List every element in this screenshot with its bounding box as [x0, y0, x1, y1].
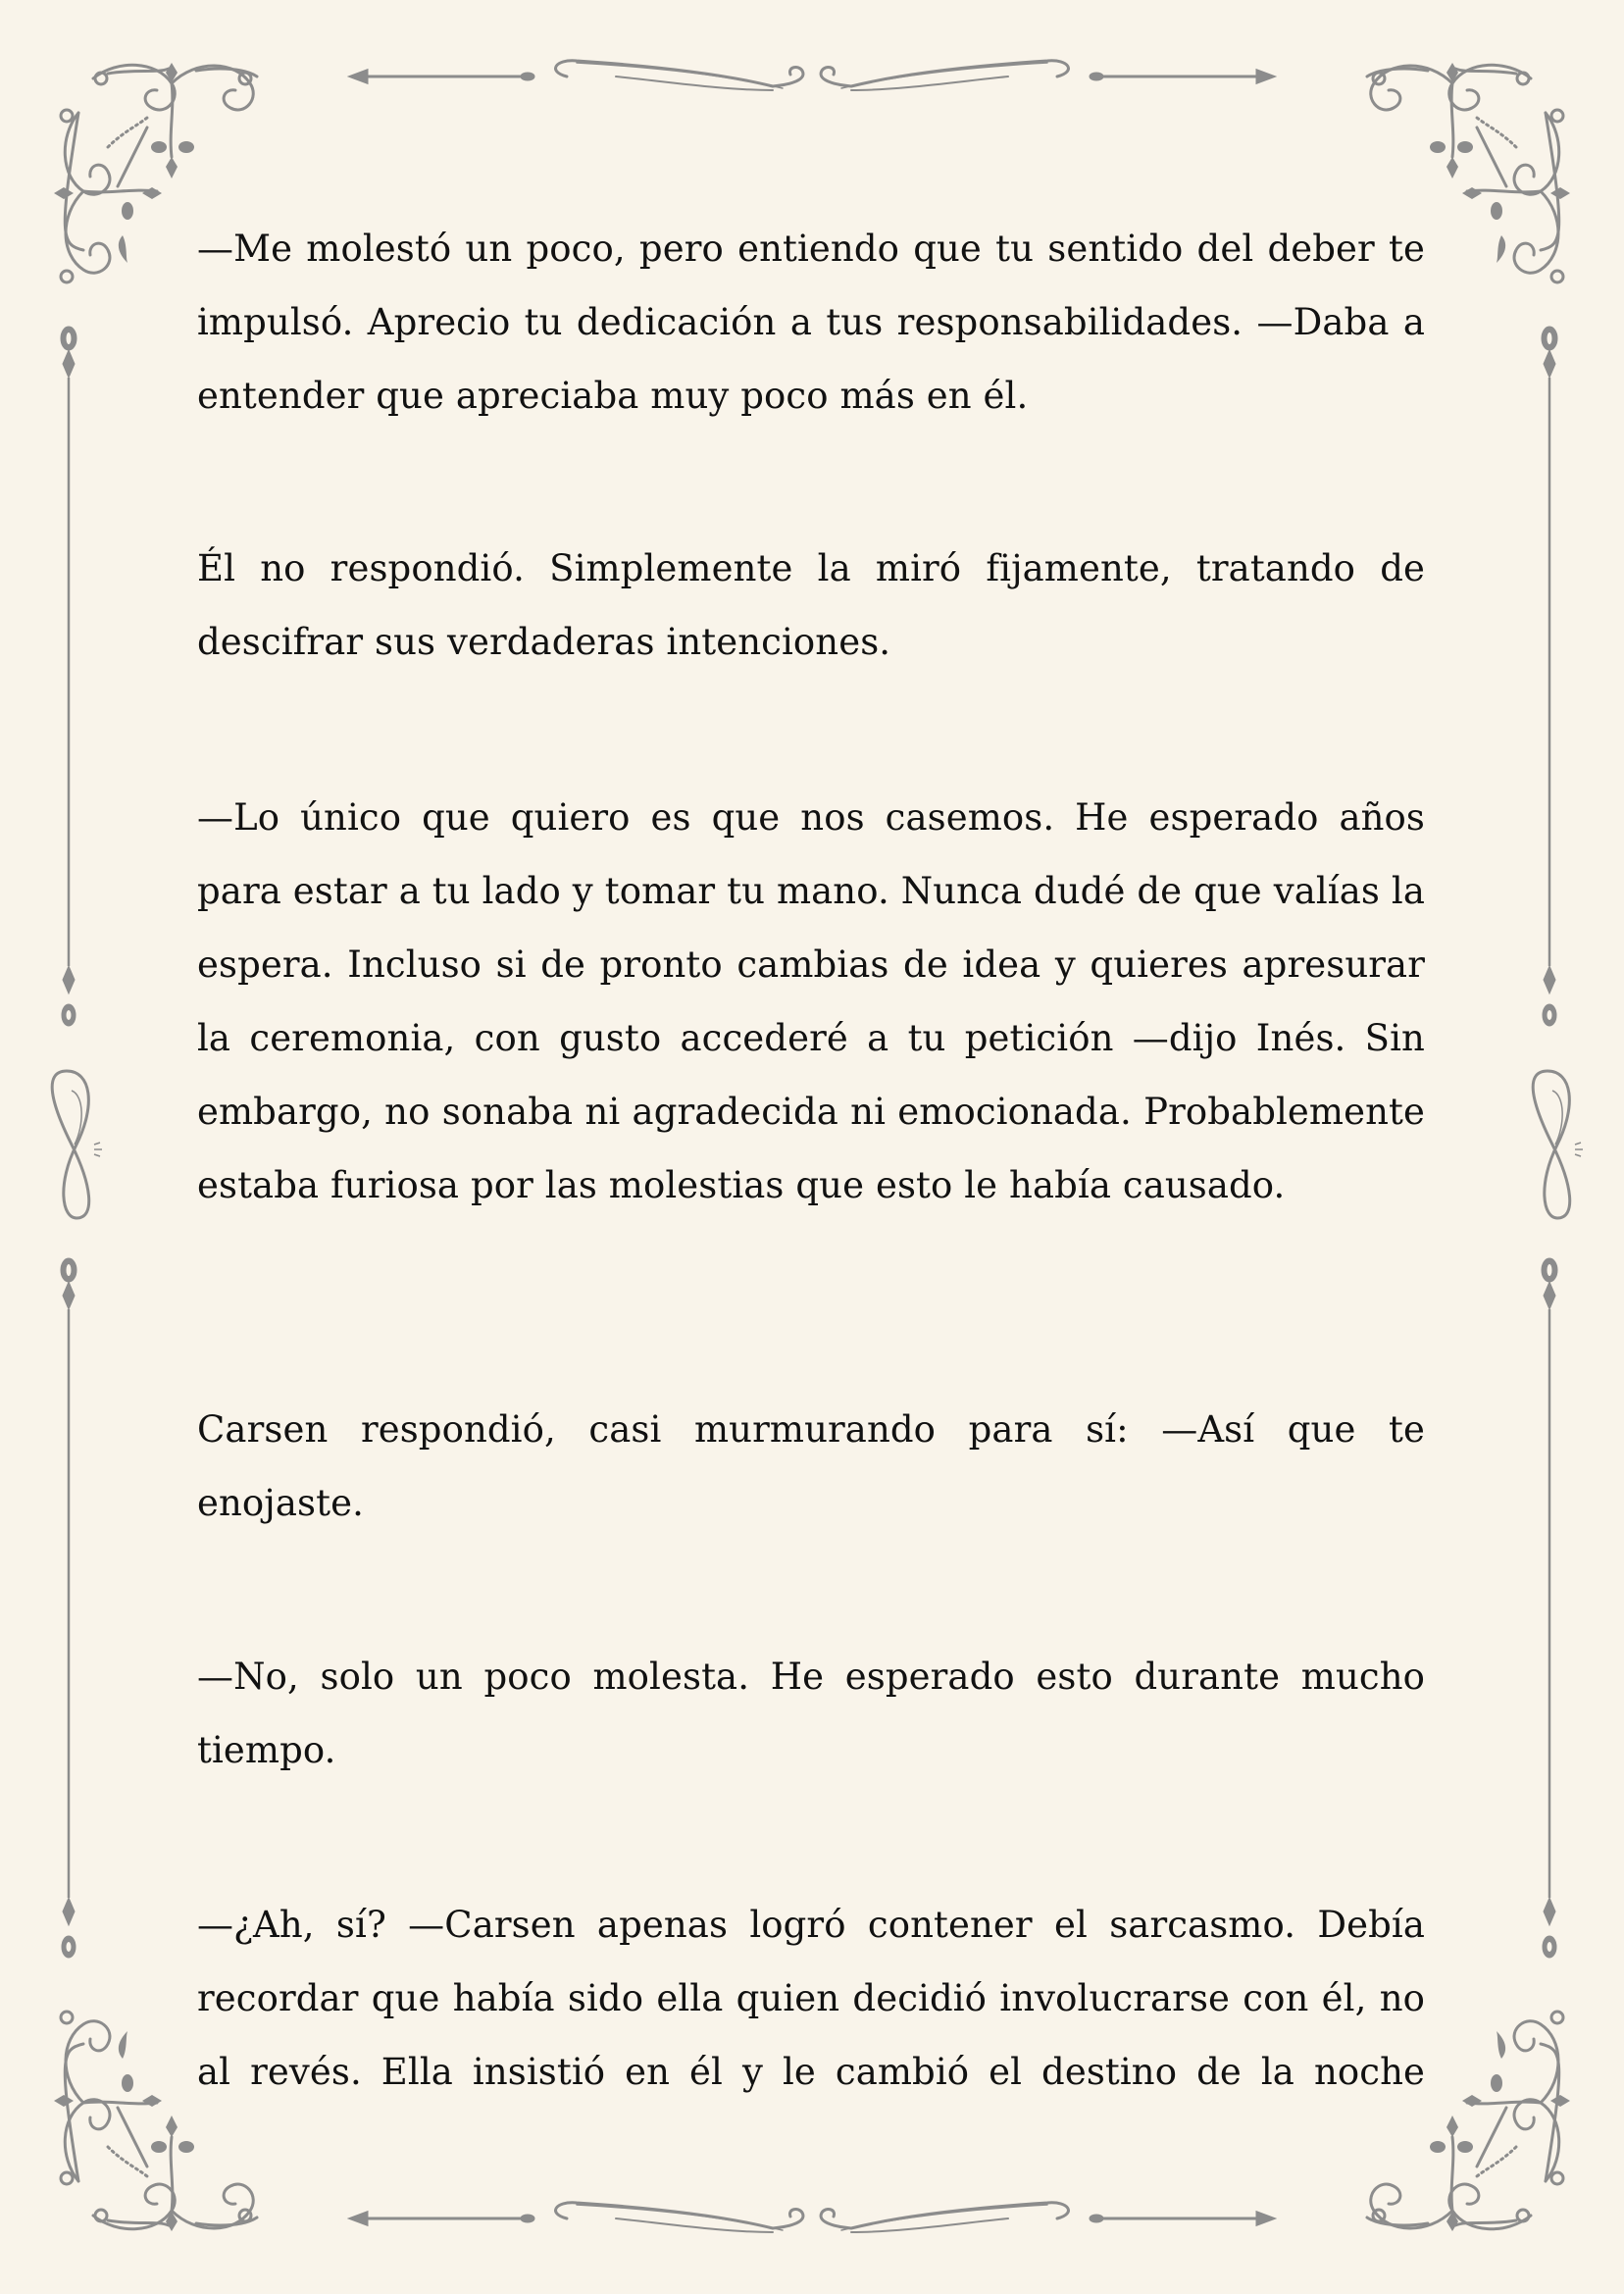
left-rail-top-icon [61, 327, 76, 1026]
paragraph-5: —No, solo un poco molesta. He esperado esto durante mucho tiempo. [197, 1656, 1425, 1771]
right-infinity-knot-icon [1533, 1071, 1583, 1218]
paragraph-1: —Me molestó un poco, pero entiendo que tu sentido del deber te impulsó. Aprecio tu dedicación a tus responsabilidades. —Daba a entender que apreciaba muy poco más en él. [197, 228, 1425, 417]
paragraph-6: —¿Ah, sí? —Carsen apenas logró contener el sarcasmo. Debía recordar que había sido ella quien decidió involucrarse con él, no al revés. Ella insistió en él y le cambió el destino de la noche [197, 1904, 1425, 2093]
bottom-scroll-divider-icon [351, 2203, 1273, 2232]
paragraph-3: —Lo único que quiero es que nos casemos. He esperado años para estar a tu lado y tomar tu mano. Nunca dudé de que valías la espera. Incluso si de pronto cambias de idea y quieres apresurar la ceremonia, con gusto accederé a tu petición —dijo Inés. Sin embargo, no sonaba ni agradecida ni emocionada. Probablemente estaba furiosa por las molestias que esto le había causado. [197, 796, 1425, 1206]
top-scroll-divider-icon [351, 61, 1273, 90]
left-infinity-knot-icon [52, 1071, 102, 1218]
paragraph-4: Carsen respondió, casi murmurando para sí: —Así que te enojaste. [197, 1408, 1425, 1524]
paragraph-2: Él no respondió. Simplemente la miró fijamente, tratando de descifrar sus verdaderas intenciones. [197, 547, 1425, 663]
right-rail-top-icon [1542, 327, 1557, 1026]
left-rail-bottom-icon [61, 1258, 76, 1958]
right-rail-bottom-icon [1542, 1258, 1557, 1958]
